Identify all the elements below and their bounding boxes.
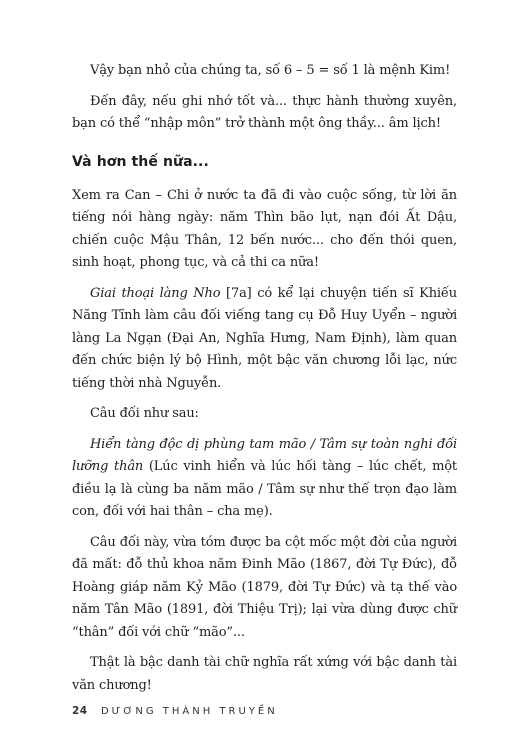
couplet-translation: (Lúc vinh hiển và lúc hối tàng – lúc chết, một điều lạ là cùng ba năm mão / Tâm sự như thế trọn đạo làm con, đối với hai thân – cha mẹ). bbox=[72, 459, 458, 519]
paragraph-kim: Vậy bạn nhỏ của chúng ta, số 6 – 5 = số 1 là mệnh Kim! bbox=[90, 63, 451, 78]
paragraph-danh-tai: Thật là bậc danh tài chữ nghĩa rất xứng với bậc danh tài văn chương! bbox=[72, 655, 457, 693]
couplet-italic: Hiển tàng độc dị phùng tam mão / Tâm sự toàn nghi đối lưỡng thân bbox=[72, 436, 457, 474]
paragraph-cau-doi-intro: Câu đối như sau: bbox=[90, 406, 199, 421]
paragraph-giai-thoai bbox=[72, 283, 457, 396]
page-number: 24 bbox=[72, 705, 88, 717]
paragraph-giai-thoai-text: [7a] có kể lại chuyện tiến sĩ Khiếu Năng Tĩnh làm câu đối viếng tang cụ Đỗ Huy Uyển – người làng La Ngạn (Đại An, Nghĩa Hưng, Nam Định), làm quan đến chức biện lý bộ Hình, một bậc văn chương lỗi lạc, nức tiếng thời nhà Nguyễn. bbox=[72, 285, 457, 391]
paragraph-can-chi: Xem ra Can – Chi ở nước ta đã đi vào cuộc sống, từ lời ăn tiếng nói hàng ngày: năm Thìn bão lụt, nạn đói Ất Dậu, chiến cuộc Mậu Thân, 12 bến nước... cho đến thói quen, sinh hoạt, phong tục, và cả thi ca nữa! bbox=[72, 187, 457, 270]
book-page bbox=[72, 60, 457, 705]
book-title-italic: Giai thoại làng Nho bbox=[90, 285, 221, 301]
paragraph-cau-doi bbox=[72, 434, 457, 524]
section-heading: Và hơn thế nữa... bbox=[72, 153, 209, 170]
author-name: DƯƠNG THÀNH TRUYỀN bbox=[100, 706, 278, 717]
paragraph-cot-moc: Câu đối này, vừa tóm được ba cột mốc một đời của người đã mất: đỗ thủ khoa năm Đinh Mão (1867, đời Tự Đức), đỗ Hoàng giáp năm Kỷ Mão (1879, đời Tự Đức) và tạ thế vào năm Tân Mão (1891, đời Thiệu Trị); lại vừa dùng được chữ “thân” đối với chữ “mão”... bbox=[72, 534, 457, 640]
page-footer bbox=[72, 705, 278, 717]
paragraph-nhap-mon: Đến đây, nếu ghi nhớ tốt và... thực hành thường xuyên, bạn có thể “nhập môn” trở thành một ông thầy... âm lịch! bbox=[72, 93, 457, 131]
